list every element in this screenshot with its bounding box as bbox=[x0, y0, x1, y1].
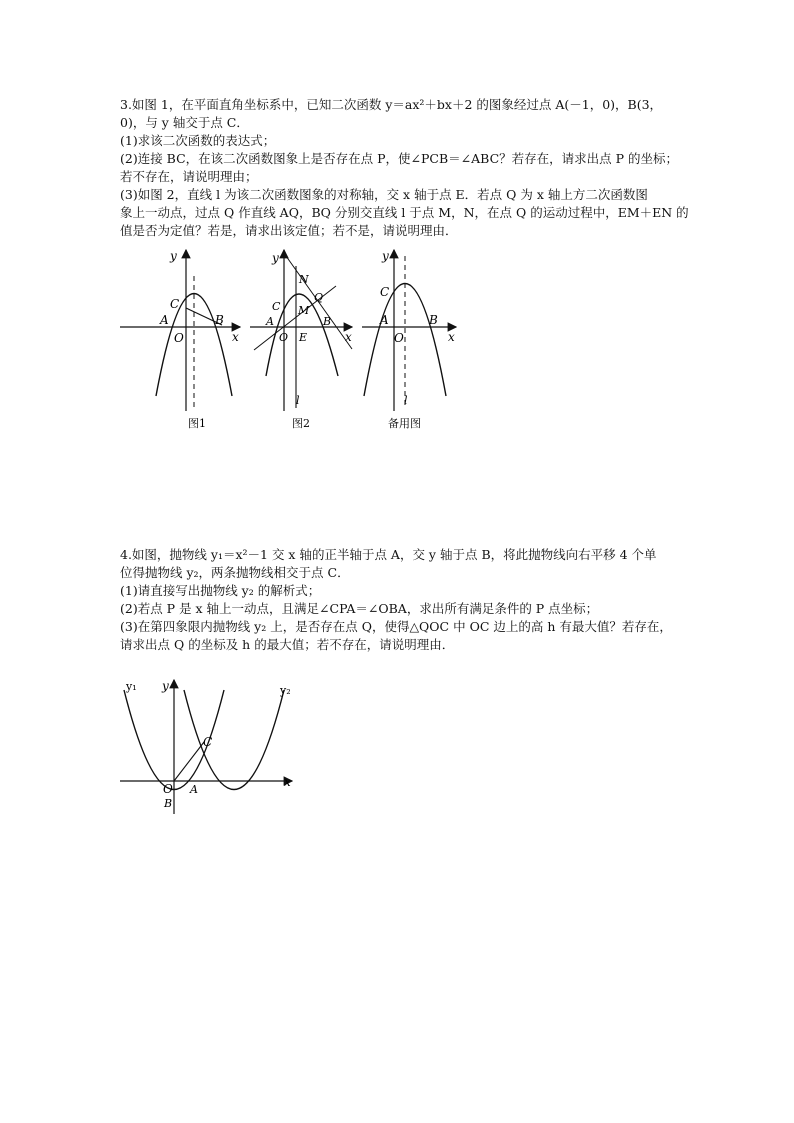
label-x: x bbox=[284, 775, 291, 789]
label-o: O bbox=[279, 331, 289, 344]
parabola bbox=[156, 294, 232, 397]
figure-1-caption: 图1 bbox=[188, 417, 206, 430]
label-o: O bbox=[174, 331, 184, 345]
figure-2-diagram bbox=[246, 246, 366, 436]
question-4 bbox=[120, 546, 700, 654]
label-a: A bbox=[190, 783, 198, 796]
q3-backup-figure bbox=[358, 246, 468, 436]
label-m: M bbox=[298, 304, 310, 317]
q3-line-5: 若不存在，请说明理由； bbox=[120, 169, 258, 184]
q4-line-5: (3)在第四象限内抛物线 y₂ 上，是否存在点 Q，使得△QOC 中 OC 边上的高 h 有最大值？若存在， bbox=[120, 619, 672, 634]
label-a: A bbox=[160, 313, 169, 327]
label-b: B bbox=[215, 313, 224, 327]
label-n: N bbox=[299, 273, 309, 286]
label-y1: y₁ bbox=[126, 680, 137, 693]
label-y2: y₂ bbox=[280, 684, 291, 697]
label-y: y bbox=[382, 249, 389, 263]
label-y: y bbox=[272, 251, 279, 265]
figure-1-diagram bbox=[118, 246, 248, 436]
parabola-y2 bbox=[184, 690, 284, 790]
q3-figure-2 bbox=[246, 246, 366, 436]
label-b: B bbox=[323, 315, 332, 328]
q3-line-7: 象上一动点，过点 Q 作直线 AQ，BQ 分别交直线 l 于点 M，N，在点 Q 的运动过程中，EM＋EN 的 bbox=[120, 205, 689, 220]
label-b: B bbox=[429, 313, 438, 327]
label-e: E bbox=[299, 331, 308, 344]
label-c: C bbox=[170, 297, 180, 311]
q4-line-2: 位得抛物线 y₂，两条抛物线相交于点 C． bbox=[120, 565, 350, 580]
q4-line-6: 请求出点 Q 的坐标及 h 的最大值；若不存在，请说明理由． bbox=[120, 637, 455, 652]
label-a: A bbox=[380, 313, 389, 327]
q4-figure-diagram bbox=[116, 676, 306, 821]
question-3 bbox=[120, 96, 700, 240]
q3-line-1: 3.如图 1，在平面直角坐标系中，已知二次函数 y＝ax²＋bx＋2 的图象经过点 A(－1，0)，B(3， bbox=[120, 97, 663, 112]
q3-line-3: (1)求该二次函数的表达式； bbox=[120, 133, 276, 148]
label-l: l bbox=[296, 394, 300, 407]
backup-figure-caption: 备用图 bbox=[388, 417, 421, 430]
label-o: O bbox=[163, 782, 173, 796]
label-q: Q bbox=[314, 291, 324, 304]
label-c: C bbox=[272, 300, 281, 313]
q3-line-8: 值是否为定值？若是，请求出该定值；若不是，请说明理由． bbox=[120, 223, 458, 238]
segment-oc bbox=[174, 742, 204, 781]
backup-figure-diagram bbox=[358, 246, 468, 436]
label-o: O bbox=[394, 331, 404, 345]
label-c: C bbox=[380, 285, 390, 299]
figure-2-caption: 图2 bbox=[292, 417, 310, 430]
q4-line-1: 4.如图，抛物线 y₁＝x²－1 交 x 轴的正半轴于点 A，交 y 轴于点 B，将此抛物线向右平移 4 个单 bbox=[120, 547, 657, 562]
q4-line-4: (2)若点 P 是 x 轴上一动点，且满足∠CPA＝∠OBA，求出所有满足条件的 P 点坐标； bbox=[120, 601, 599, 616]
label-y: y bbox=[170, 249, 177, 263]
label-a: A bbox=[266, 315, 274, 328]
q3-line-2: 0)，与 y 轴交于点 C． bbox=[120, 115, 249, 130]
q3-figure-1 bbox=[118, 246, 248, 436]
label-y: y bbox=[162, 679, 169, 693]
q4-figure bbox=[116, 676, 306, 821]
label-x: x bbox=[448, 330, 455, 344]
label-b: B bbox=[164, 797, 173, 810]
label-l: l bbox=[404, 394, 408, 407]
q3-line-4: (2)连接 BC，在该二次函数图象上是否存在点 P，使∠PCB＝∠ABC？若存在，请求出点 P 的坐标； bbox=[120, 151, 679, 166]
label-c: C bbox=[203, 735, 213, 749]
label-x: x bbox=[232, 330, 239, 344]
q3-line-6: (3)如图 2，直线 l 为该二次函数图象的对称轴，交 x 轴于点 E．若点 Q 为 x 轴上方二次函数图 bbox=[120, 187, 648, 202]
label-x: x bbox=[345, 330, 352, 344]
q4-line-3: (1)请直接写出抛物线 y₂ 的解析式； bbox=[120, 583, 321, 598]
